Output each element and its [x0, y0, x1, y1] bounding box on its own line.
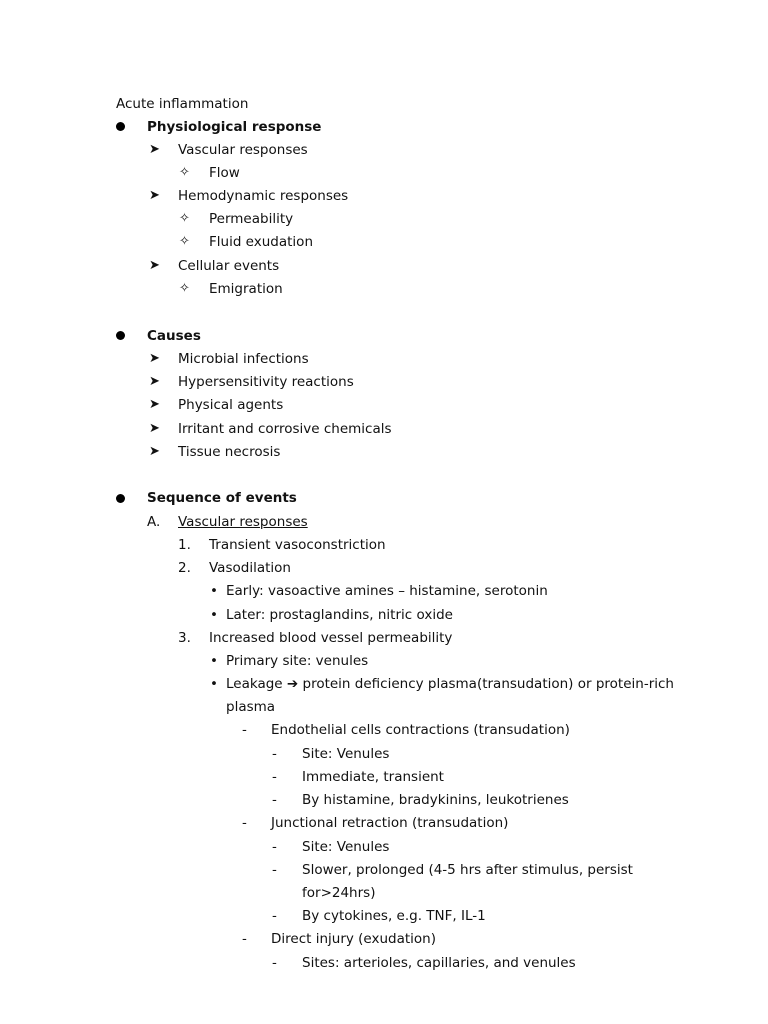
- list-item-primary-site: Primary site: venules: [226, 653, 369, 669]
- dash-marker: -: [272, 792, 277, 808]
- arrow-bullet-icon: ➤: [149, 444, 160, 459]
- dash-marker: -: [242, 722, 247, 738]
- list-item-junc-site: Site: Venules: [302, 839, 390, 855]
- star-bullet-icon: ✧: [179, 165, 190, 180]
- list-item-cause: Hypersensitivity reactions: [178, 374, 354, 390]
- arrow-bullet-icon: ➤: [149, 374, 160, 389]
- letter-marker: A.: [147, 514, 161, 530]
- dash-marker: -: [272, 769, 277, 785]
- list-item-junc-timing-continued: for>24hrs): [302, 885, 376, 901]
- subheading-vascular-responses: Vascular responses: [178, 514, 308, 530]
- bullet-icon: •: [210, 676, 218, 692]
- list-item-cause: Tissue necrosis: [178, 444, 281, 460]
- list-item-permeability: Permeability: [209, 211, 294, 227]
- dash-marker: -: [272, 862, 277, 878]
- leakage-description: protein deficiency plasma(transudation) or protein-rich: [302, 676, 674, 692]
- list-item-junc-timing: Slower, prolonged (4-5 hrs after stimulus, persist: [302, 862, 633, 878]
- dash-marker: -: [242, 815, 247, 831]
- arrow-bullet-icon: ➤: [149, 351, 160, 366]
- list-item-direct-injury: Direct injury (exudation): [271, 931, 437, 947]
- list-item-later: Later: prostaglandins, nitric oxide: [226, 607, 453, 623]
- list-item-hemodynamic-responses: Hemodynamic responses: [178, 188, 349, 204]
- list-item-leakage: [226, 675, 674, 693]
- dash-marker: -: [272, 908, 277, 924]
- star-bullet-icon: ✧: [179, 234, 190, 249]
- bullet-dot-icon: [116, 494, 125, 503]
- bullet-dot-icon: [116, 331, 125, 340]
- bullet-icon: •: [210, 653, 218, 669]
- dash-marker: -: [272, 839, 277, 855]
- arrow-bullet-icon: ➤: [149, 397, 160, 412]
- list-item-endo-site: Site: Venules: [302, 746, 390, 762]
- star-bullet-icon: ✧: [179, 281, 190, 296]
- arrow-bullet-icon: ➤: [149, 188, 160, 203]
- section-heading-causes: Causes: [147, 328, 201, 344]
- list-item-vasodilation: Vasodilation: [209, 560, 291, 576]
- star-bullet-icon: ✧: [179, 211, 190, 226]
- section-heading-sequence: Sequence of events: [147, 490, 297, 506]
- list-item-emigration: Emigration: [209, 281, 283, 297]
- list-item-direct-sites: Sites: arterioles, capillaries, and venules: [302, 955, 576, 971]
- leakage-label: Leakage: [226, 676, 283, 692]
- list-item-permeability-increase: Increased blood vessel permeability: [209, 630, 453, 646]
- list-item-cause: Irritant and corrosive chemicals: [178, 421, 392, 437]
- arrow-bullet-icon: ➤: [149, 421, 160, 436]
- list-item-cellular-events: Cellular events: [178, 258, 280, 274]
- list-item-endo-by: By histamine, bradykinins, leukotrienes: [302, 792, 569, 808]
- bullet-icon: •: [210, 607, 218, 623]
- bullet-icon: •: [210, 583, 218, 599]
- right-arrow-icon: ➔: [286, 676, 299, 692]
- number-marker: 2.: [178, 560, 191, 576]
- list-item-transient-vasoconstriction: Transient vasoconstriction: [209, 537, 386, 553]
- list-item-cause: Physical agents: [178, 397, 284, 413]
- list-item-vascular-responses: Vascular responses: [178, 142, 308, 158]
- number-marker: 1.: [178, 537, 191, 553]
- arrow-bullet-icon: ➤: [149, 142, 160, 157]
- dash-marker: -: [272, 955, 277, 971]
- list-item-endothelial-contractions: Endothelial cells contractions (transudation): [271, 722, 570, 738]
- dash-marker: -: [272, 746, 277, 762]
- number-marker: 3.: [178, 630, 191, 646]
- list-item-endo-timing: Immediate, transient: [302, 769, 444, 785]
- list-item-early: Early: vasoactive amines – histamine, serotonin: [226, 583, 548, 599]
- list-item-fluid-exudation: Fluid exudation: [209, 234, 313, 250]
- document-title: Acute inflammation: [116, 96, 249, 112]
- list-item-junctional-retraction: Junctional retraction (transudation): [271, 815, 509, 831]
- list-item-leakage-continued: plasma: [226, 699, 276, 715]
- bullet-dot-icon: [116, 122, 125, 131]
- list-item-cause: Microbial infections: [178, 351, 309, 367]
- list-item-junc-by: By cytokines, e.g. TNF, IL-1: [302, 908, 486, 924]
- arrow-bullet-icon: ➤: [149, 258, 160, 273]
- section-heading-physiological: Physiological response: [147, 119, 322, 135]
- list-item-flow: Flow: [209, 165, 240, 181]
- dash-marker: -: [242, 931, 247, 947]
